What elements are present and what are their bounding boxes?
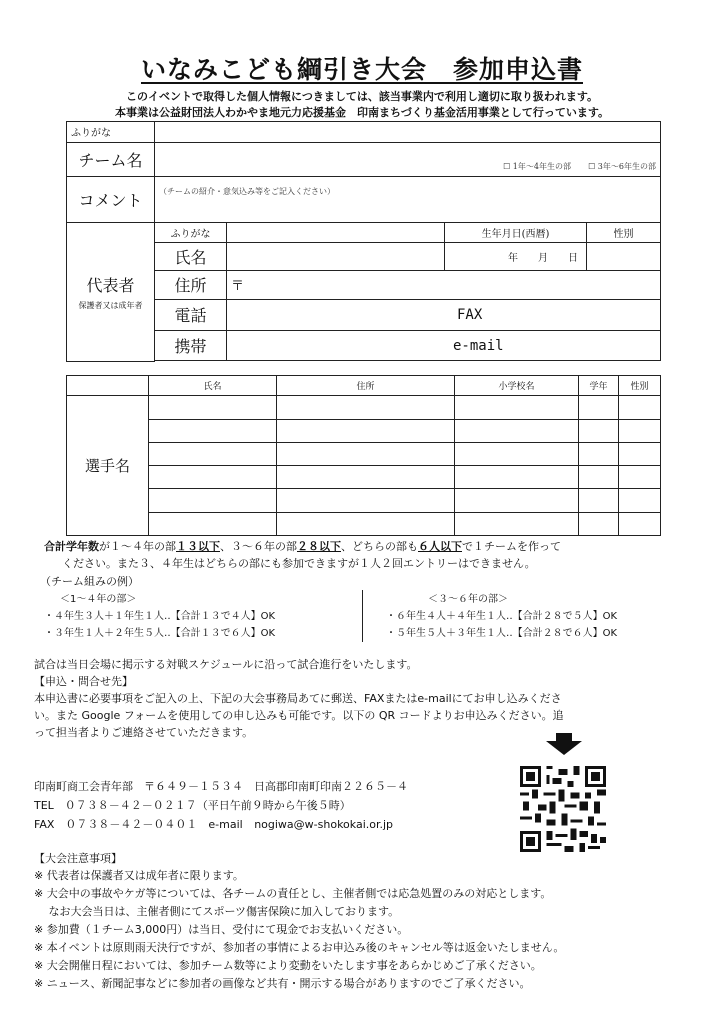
example-divider [362, 590, 363, 642]
gender-label: 性別 [587, 222, 661, 243]
funding-notice: 本事業は公益財団法人わかやま地元力応援基金 印南まちづくり基金活用事業として行っています。 [114, 106, 609, 119]
player-gender-cell[interactable] [619, 466, 661, 489]
player-name-cell[interactable] [149, 512, 277, 535]
player-name-cell[interactable] [149, 466, 277, 489]
contact-org: 印南町商工会青年部 〒６４９－１５３４ 日高郡印南町印南２２６５－４ [34, 780, 408, 793]
note-item: ※ ニュース、新聞記事などに参加者の画像など共有・開示する場合がありますのでご了承ください。 [34, 977, 531, 990]
players-corner [67, 376, 149, 396]
table-row [67, 466, 661, 489]
apply-heading: 【申込・問合せ先】 [34, 675, 133, 688]
representative-label-cell [67, 222, 155, 361]
notes-heading: 【大会注意事項】 [34, 852, 122, 865]
table-row [67, 396, 661, 419]
player-name-cell[interactable] [149, 442, 277, 465]
player-school-cell[interactable] [455, 512, 579, 535]
rules-limit-3: ６人以下 [418, 540, 462, 553]
player-school-cell[interactable] [455, 489, 579, 512]
rep-furigana-label: ふりがな [155, 222, 227, 243]
player-school-cell[interactable] [455, 419, 579, 442]
player-gender-cell[interactable] [619, 396, 661, 419]
address-label: 住所 [155, 271, 227, 300]
table-row [67, 512, 661, 535]
player-school-cell[interactable] [455, 466, 579, 489]
qr-code-icon[interactable] [520, 766, 606, 852]
players-header-grade: 学年 [579, 376, 619, 396]
rep-furigana-field[interactable] [227, 222, 445, 243]
example-right-2: ・５年生５人＋３年生１人‥【合計２８で６人】OK [386, 628, 618, 639]
comment-label: コメント [67, 177, 155, 222]
player-grade-cell[interactable] [579, 419, 619, 442]
player-name-cell[interactable] [149, 396, 277, 419]
comment-note: （チームの紹介・意気込み等をご記入ください） [159, 187, 335, 197]
player-grade-cell[interactable] [579, 466, 619, 489]
example-left-1: ・４年生３人＋１年生１人‥【合計１３で４人】OK [44, 611, 276, 622]
players-header-name: 氏名 [149, 376, 277, 396]
player-name-cell[interactable] [149, 489, 277, 512]
rules-text: 、３～６年の部 [220, 540, 297, 553]
note-item: ※ 参加費（１チーム3,000円）は当日、受付にて現金でお支払いください。 [34, 923, 409, 936]
note-item: ※ 大会開催日程においては、参加チーム数等により変動をいたします事をあらかじめご了承ください。 [34, 959, 542, 972]
page-title: いなみこども綱引き大会 参加申込書 [140, 55, 583, 84]
player-grade-cell[interactable] [579, 442, 619, 465]
phone-fax-field[interactable] [227, 299, 661, 330]
player-school-cell[interactable] [455, 442, 579, 465]
gender-field[interactable] [587, 243, 661, 271]
team-form [66, 121, 661, 362]
rules-total-grade: 合計学年数 [44, 540, 99, 553]
player-address-cell[interactable] [277, 466, 455, 489]
note-item: ※ 代表者は保護者又は成年者に限ります。 [34, 869, 244, 882]
note-item: なお大会当日は、主催者側にてスポーツ傷害保険に加入しております。 [34, 905, 400, 918]
table-row [67, 489, 661, 512]
table-row [67, 442, 661, 465]
mobile-email-field[interactable] [227, 330, 661, 361]
fax-label: FAX [457, 306, 483, 323]
player-grade-cell[interactable] [579, 489, 619, 512]
player-gender-cell[interactable] [619, 512, 661, 535]
arrow-down-icon [546, 733, 582, 755]
player-address-cell[interactable] [277, 396, 455, 419]
player-address-cell[interactable] [277, 489, 455, 512]
player-gender-cell[interactable] [619, 419, 661, 442]
birth-date-field[interactable]: 年 月 日 [445, 243, 587, 271]
contact-fax-text: FAX ０７３８－４２－０４０１ e-mail [34, 818, 243, 831]
player-grade-cell[interactable] [579, 396, 619, 419]
rules-line-2: ください。また３、４年生はどちらの部にも参加できますが１人２回エントリーはできません。 [62, 557, 536, 570]
players-header-school: 小学校名 [455, 376, 579, 396]
rules-text: 、どちらの部も [341, 540, 418, 553]
player-gender-cell[interactable] [619, 442, 661, 465]
rules-limit-2: ２８以下 [297, 540, 341, 553]
team-name-label: チーム名 [67, 142, 155, 177]
example-left-2: ・３年生１人＋２年生５人‥【合計１３で６人】OK [44, 628, 276, 639]
player-address-cell[interactable] [277, 512, 455, 535]
players-label: 選手名 [67, 396, 149, 536]
furigana-label: ふりがな [67, 122, 155, 143]
address-field[interactable] [227, 271, 661, 300]
player-gender-cell[interactable] [619, 489, 661, 512]
player-name-cell[interactable] [149, 419, 277, 442]
contact-tel: TEL ０７３８－４２－０２１７（平日午前９時から午後５時） [34, 799, 351, 812]
table-row [67, 419, 661, 442]
player-school-cell[interactable] [455, 396, 579, 419]
example-title: （チーム組みの例） [40, 575, 139, 588]
note-item: ※ 大会中の事故やケガ等については、各チームの責任とし、主催者側では応急処置のみの対応とします。 [34, 887, 552, 900]
player-grade-cell[interactable] [579, 512, 619, 535]
example-left-heading: ＜1～４年の部＞ [60, 594, 137, 605]
rules-text: で１チームを作って [462, 540, 561, 553]
example-right-1: ・６年生４人＋４年生１人‥【合計２８で５人】OK [386, 611, 618, 622]
example-right-heading: ＜３～６年の部＞ [428, 594, 508, 605]
apply-line-3: って担当者よりご連絡させていただきます。 [34, 726, 254, 739]
team-name-field[interactable] [155, 142, 661, 177]
email-label: e-mail [453, 337, 504, 354]
mobile-label: 携帯 [155, 330, 227, 361]
representative-note: 保護者又は成年者 [78, 300, 143, 310]
players-form [66, 375, 661, 536]
players-header-gender: 性別 [619, 376, 661, 396]
rules-text: が１～４年の部 [99, 540, 176, 553]
apply-line-2: い。また Google フォームを使用しての申し込みも可能です。以下の QR コードよりお申込みください。追 [34, 709, 564, 722]
team-furigana-field[interactable] [155, 122, 661, 143]
schedule-note: 試合は当日会場に掲示する対戦スケジュールに沿って試合進行をいたします。 [34, 658, 418, 671]
birth-date-label: 生年月日(西暦) [445, 222, 587, 243]
note-item: ※ 本イベントは原則雨天決行ですが、参加者の事情によるお申込み後のキャンセル等は返金いたしません。 [34, 941, 565, 954]
division-checkbox-1[interactable]: ☐ 1年～4年生の部 [503, 162, 571, 172]
player-address-cell[interactable] [277, 442, 455, 465]
representative-label: 代表者 [86, 275, 135, 295]
player-address-cell[interactable] [277, 419, 455, 442]
rep-name-label: 氏名 [155, 243, 227, 271]
postal-mark: 〒 [231, 279, 245, 295]
privacy-notice: このイベントで取得した個人情報につきましては、該当事業内で利用し適切に取り扱われます。 [126, 90, 598, 103]
rep-name-field[interactable] [227, 243, 445, 271]
comment-field[interactable] [155, 177, 661, 222]
phone-label: 電話 [155, 299, 227, 330]
players-header-address: 住所 [277, 376, 455, 396]
rules-line-1 [44, 538, 694, 555]
rules-limit-1: １３以下 [176, 540, 220, 553]
division-checkbox-2[interactable]: ☐ 3年～6年生の部 [588, 162, 656, 172]
contact-email-link[interactable]: nogiwa@w-shokokai.or.jp [254, 818, 394, 831]
apply-line-1: 本申込書に必要事項をご記入の上、下記の大会事務局あてに郵送、FAXまたはe-mailにてお申し込みくださ [34, 692, 562, 705]
